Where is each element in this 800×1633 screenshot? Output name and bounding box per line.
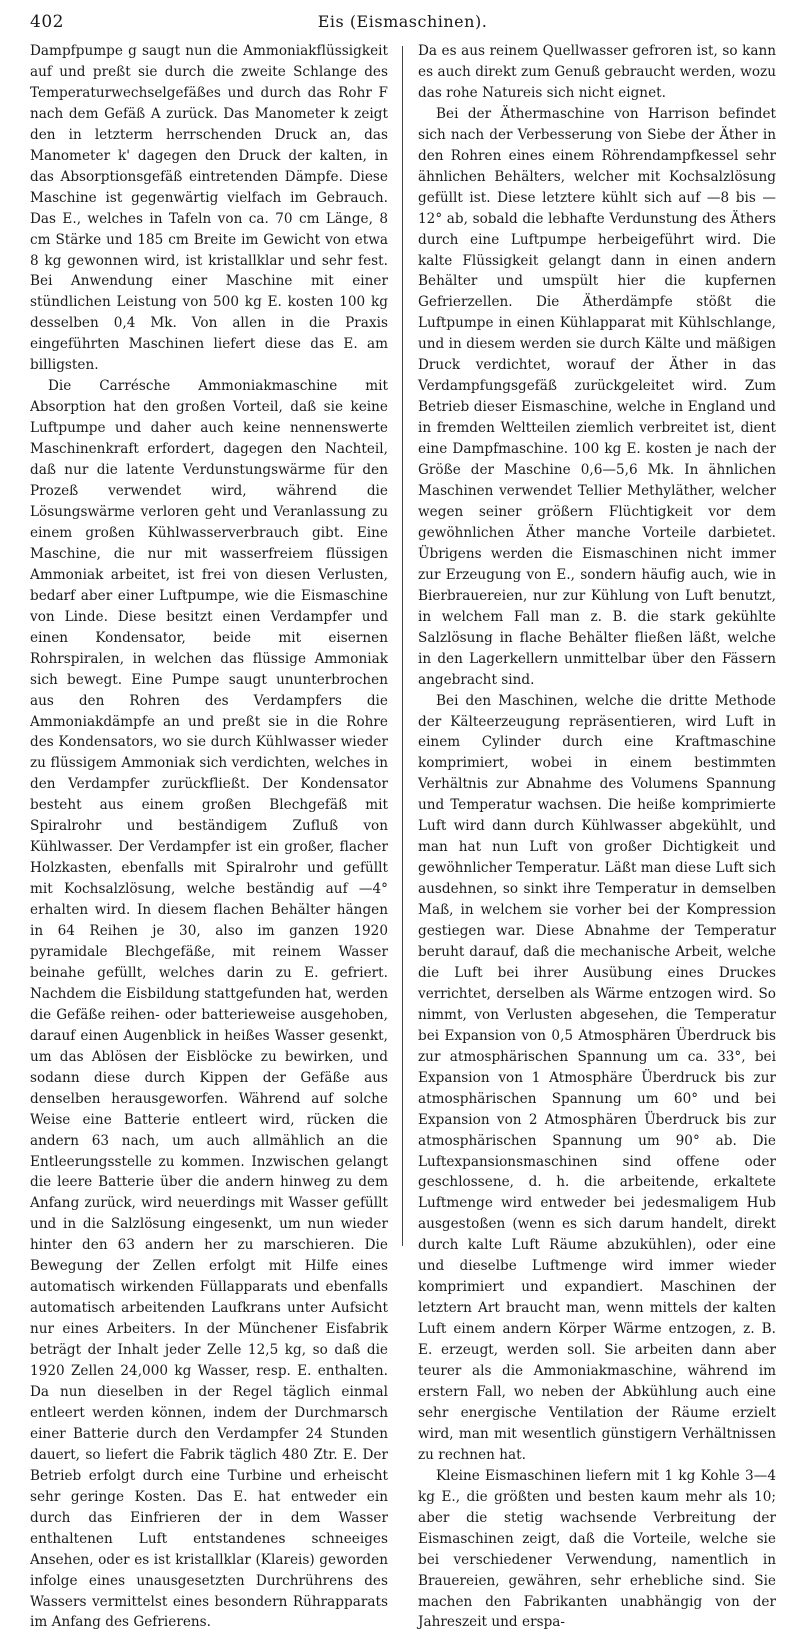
column-divider <box>402 46 403 1246</box>
right-column <box>418 41 776 1631</box>
paragraph: Die Carrésche Ammoniakmaschine mit Absorption hat den großen Vorteil, daß sie keine Luftpumpe und daher auch keine nennenswerte Maschinenkraft erfordert, dagegen den Nachteil, daß nur die latente Verdunstungswärme für den Prozeß verwendet wird, während die Lösungswärme verloren geht und Veranlassung zu einem großen Kühlwasserverbrauch gibt. Eine Maschine, die nur mit wasserfreiem flüssigen Ammoniak arbeitet, ist frei von diesen Verlusten, bedarf aber einer Luftpumpe, wie die Eismaschine von Linde. Diese besitzt einen Verdampfer und einen Kondensator, beide mit eisernen Rohrspiralen, in welchen das flüssige Ammoniak sich bewegt. Eine Pumpe saugt ununterbrochen aus den Rohren des Verdampfers die Ammoniakdämpfe an und preßt sie in die Rohre des Kondensators, wo sie durch Kühlwasser wieder zu flüssigem Ammoniak sich verdichten, welches in den Verdampfer zurückfließt. Der Kondensator besteht aus einem großen Blechgefäß mit Spiralrohr und beständigem Zufluß von Kühlwasser. Der Verdampfer ist ein großer, flacher Holzkasten, ebenfalls mit Spiralrohr und gefüllt mit Kochsalzlösung, welche beständig auf —4° erhalten wird. In diesem flachen Behälter hängen in 64 Reihen je 30, also im ganzen 1920 pyramidale Blechgefäße, mit reinem Wasser beinahe gefüllt, welches darin zu E. gefriert. Nachdem die Eisbildung stattgefunden hat, werden die Gefäße reihen- oder batterieweise ausgehoben, darauf einen Augenblick in heißes Wasser gesenkt, um das Ablösen der Eisblöcke zu bewirken, und sodann diese durch Kippen der Gefäße aus denselben herausgeworfen. Während auf solche Weise eine Batterie entleert wird, rücken die andern 63 nach, um auch allmählich an die Entleerungsstelle zu kommen. Inzwischen gelangt die leere Batterie über die andern hinweg zu dem Anfang zurück, wird neuerdings mit Wasser gefüllt und in die Salzlösung eingesenkt, um nun wieder hinter den 63 andern her zu marschieren. Die Bewegung der Zellen erfolgt mit Hilfe eines automatisch wirkenden Füllapparats und ebenfalls automatisch arbeitenden Laufkrans unter Aufsicht nur eines Arbeiters. In der Münchener Eisfabrik beträgt der Inhalt jeder Zelle 12,5 kg, so daß die 1920 Zellen 24,000 kg Wasser, resp. E. enthalten. Da nun dieselben in der Regel täglich einmal entleert werden können, indem der Durchmarsch einer Batterie durch den Verdampfer 24 Stunden dauert, so liefert die Fabrik täglich 480 Ztr. E. Der Betrieb erfolgt durch eine Turbine und erheischt sehr geringe Kosten. Das E. hat entweder ein durch das Einfrieren der in dem Wasser enthaltenen Luft entstandenes schneeiges Ansehen, oder es ist kristallklar (Klareis) geworden infolge eines unausgesetzten Durchrührens des Wassers vermittelst eines besondern Rührapparats im Anfang des Gefrierens. <box>30 378 388 1631</box>
running-head: Eis (Eismaschinen). <box>317 12 488 31</box>
page-header <box>30 10 775 36</box>
paragraph: Bei den Maschinen, welche die dritte Methode der Kälteerzeugung repräsentieren, wird Luft in einem Cylinder durch eine Kraftmaschine komprimiert, wobei in einem bestimmten Verhältnis zur Abnahme des Volumens Spannung und Temperatur wachsen. Die heiße komprimierte Luft wird dann durch Kühlwasser abgekühlt, und man hat nun Luft von großer Dichtigkeit und gewöhnlicher Temperatur. Läßt man diese Luft sich ausdehnen, so sinkt ihre Temperatur in demselben Maß, in welchem sie vorher bei der Kompression gestiegen war. Diese Abnahme der Temperatur beruht darauf, daß die mechanische Arbeit, welche die Luft bei ihrer Ausübung eines Druckes verrichtet, derselben als Wärme entzogen wird. So nimmt, von Verlusten abgesehen, die Temperatur bei Expansion von 0,5 Atmosphären Überdruck bis zur atmosphärischen Spannung um ca. 33°, bei Expansion von 1 Atmosphäre Überdruck bis zur atmosphärischen Spannung um 60° und bei Expansion von 2 Atmosphären Überdruck bis zur atmosphärischen Spannung um 90° ab. Die Luftexpansionsmaschinen sind offene oder geschlossene, d. h. die arbeitende, erkaltete Luftmenge wird entweder bei jedesmaligem Hub ausgestoßen (wenn es sich darum handelt, direkt durch kalte Luft Räume abzukühlen), oder eine und dieselbe Luftmenge wird immer wieder komprimiert und expandiert. Maschinen der letztern Art braucht man, wenn mittels der kalten Luft einem andern Körper Wärme entzogen, z. B. E. erzeugt, werden soll. Sie arbeiten dann aber teurer als die Ammoniakmaschine, während im erstern Fall, wo neben der Abkühlung auch eine sehr energische Ventilation der Räume erzielt wird, man mit wesentlich günstigern Verhältnissen zu rechnen hat. <box>418 692 776 1463</box>
paragraph: Bei der Äthermaschine von Harrison befindet sich nach der Verbesserung von Siebe der Äther in den Rohren eines einem Röhrendampfkessel sehr ähnlichen Behälters, welcher mit Kochsalzlösung gefüllt ist. Diese letztere kühlt sich auf —8 bis —12° ab, sobald die lebhafte Verdunstung des Äthers durch eine Luftpumpe herbeigeführt wird. Die kalte Flüssigkeit gelangt dann in einen andern Behälter und umspült hier die kupfernen Gefrierzellen. Die Ätherdämpfe stößt die Luftpumpe in einen Kühlapparat mit Kühlschlange, und in diesem werden sie durch Kälte und mäßigen Druck verdichtet, worauf der Äther in das Verdampfungsgefäß zurückgeleitet wird. Zum Betrieb dieser Eismaschine, welche in England und in fremden Weltteilen ziemlich verbreitet ist, dient eine Dampfmaschine. 100 kg E. kosten je nach der Größe der Maschine 0,6—5,6 Mk. In ähnlichen Maschinen verwendet Tellier Methyläther, welcher wegen seiner größern Flüchtigkeit vor dem gewöhnlichen Äther manche Vorteile darbietet. Übrigens werden die Eismaschinen nicht immer zur Erzeugung von E., sondern häufig auch, wie in Bierbrauereien, nur zur Kühlung von Luft benutzt, in welchem Fall man z. B. die stark gekühlte Salzlösung in flache Behälter fließen läßt, welche in den Lagerkellern unmittelbar über den Fässern angebracht sind. <box>418 105 776 688</box>
left-column <box>30 41 388 1631</box>
page-number: 402 <box>30 12 64 32</box>
paragraph: Da es aus reinem Quellwasser gefroren ist, so kann es auch direkt zum Genuß gebraucht werden, wozu das rohe Natureis sich nicht eignet. <box>418 43 776 101</box>
paragraph: Dampfpumpe g saugt nun die Ammoniakflüssigkeit auf und preßt sie durch die zweite Schlange des Temperaturwechselgefäßes und durch das Rohr F nach dem Gefäß A zurück. Das Manometer k zeigt den in letzterm herrschenden Druck an, das Manometer k' dagegen den Druck der kalten, in das Absorptionsgefäß eintretenden Dämpfe. Diese Maschine ist gegenwärtig vielfach im Gebrauch. Das E., welches in Tafeln von ca. 70 cm Länge, 8 cm Stärke und 185 cm Breite im Gewicht von etwa 8 kg gewonnen wird, ist kristallklar und sehr fest. Bei Anwendung einer Maschine mit einer stündlichen Leistung von 500 kg E. kosten 100 kg desselben 0,4 Mk. Von allen in die Praxis eingeführten Maschinen liefert diese das E. am billigsten. <box>30 43 388 374</box>
paragraph: Kleine Eismaschinen liefern mit 1 kg Kohle 3—4 kg E., die größten und besten kaum mehr als 10; aber die stetig wachsende Verbreitung der Eismaschinen zeigt, daß die Vorteile, welche sie bei verschiedener Verwendung, namentlich in Brauereien, gewähren, sehr erhebliche sind. Sie machen den Fabrikanten unabhängig von der Jahreszeit und erspa- <box>418 1467 776 1631</box>
